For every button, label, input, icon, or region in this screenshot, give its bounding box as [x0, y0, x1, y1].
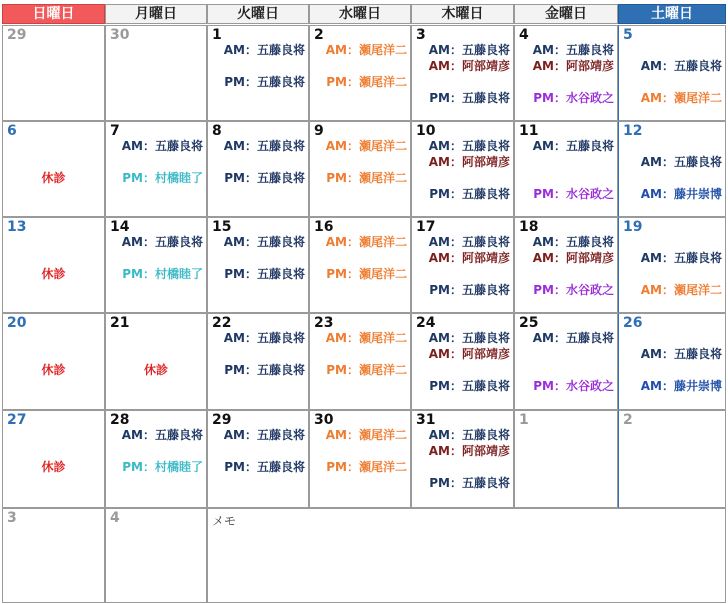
- doctor-schedule-entry: AM：瀬尾洋二: [325, 235, 407, 249]
- day-cell[interactable]: [411, 121, 514, 217]
- doctor-schedule-entry: PM：五藤良将: [429, 91, 510, 105]
- doctor-schedule-entry: AM：五藤良将: [223, 331, 305, 345]
- doctor-schedule-entry: AM：阿部靖彦: [428, 444, 510, 458]
- header-5: 金曜日: [514, 4, 618, 24]
- doctor-schedule-entry: AM：五藤良将: [121, 139, 203, 153]
- day-cell[interactable]: [411, 410, 514, 508]
- day-cell[interactable]: [207, 410, 309, 508]
- day-cell[interactable]: [618, 313, 726, 410]
- day-number: 4: [110, 510, 120, 526]
- doctor-schedule-entry: AM：藤井崇博: [640, 187, 722, 201]
- day-cell[interactable]: [618, 121, 726, 217]
- day-number: 1: [212, 27, 222, 43]
- day-number: 29: [212, 412, 232, 428]
- day-cell[interactable]: [514, 217, 618, 313]
- day-cell[interactable]: [309, 217, 411, 313]
- doctor-schedule-entry: AM：五藤良将: [640, 155, 722, 169]
- doctor-schedule-entry: PM：瀬尾洋二: [326, 171, 407, 185]
- doctor-schedule-entry: PM：五藤良将: [224, 363, 305, 377]
- doctor-schedule-entry: PM：村橋睦了: [122, 171, 203, 185]
- doctor-schedule-entry: AM：阿部靖彦: [428, 155, 510, 169]
- doctor-schedule-entry: PM：水谷政之: [533, 91, 614, 105]
- doctor-schedule-entry: AM：五藤良将: [428, 235, 510, 249]
- header-1: 月曜日: [105, 4, 207, 24]
- memo-area[interactable]: [207, 508, 726, 603]
- day-cell[interactable]: [2, 508, 105, 603]
- day-number: 2: [623, 412, 633, 428]
- day-cell[interactable]: [207, 121, 309, 217]
- doctor-schedule-entry: PM：五藤良将: [429, 283, 510, 297]
- day-cell[interactable]: [618, 25, 726, 121]
- day-number: 16: [314, 219, 334, 235]
- day-cell[interactable]: [105, 25, 207, 121]
- day-cell[interactable]: [309, 25, 411, 121]
- day-number: 11: [519, 123, 539, 139]
- day-number: 12: [623, 123, 643, 139]
- doctor-schedule-entry: PM：瀬尾洋二: [326, 267, 407, 281]
- doctor-schedule-entry: AM：五藤良将: [223, 139, 305, 153]
- day-cell[interactable]: [105, 121, 207, 217]
- day-number: 30: [314, 412, 334, 428]
- day-cell[interactable]: [411, 313, 514, 410]
- doctor-schedule-entry: PM：五藤良将: [429, 187, 510, 201]
- header-6: 土曜日: [618, 4, 726, 24]
- day-number: 3: [7, 510, 17, 526]
- day-number: 5: [623, 27, 633, 43]
- doctor-schedule-entry: PM：瀬尾洋二: [326, 363, 407, 377]
- day-number: 31: [416, 412, 436, 428]
- day-number: 15: [212, 219, 232, 235]
- day-cell[interactable]: [2, 121, 105, 217]
- day-cell[interactable]: [618, 410, 726, 508]
- day-number: 14: [110, 219, 130, 235]
- doctor-schedule-entry: AM：五藤良将: [532, 235, 614, 249]
- day-number: 6: [7, 123, 17, 139]
- doctor-schedule-entry: PM：水谷政之: [533, 379, 614, 393]
- doctor-schedule-entry: PM：水谷政之: [533, 187, 614, 201]
- day-cell[interactable]: [2, 25, 105, 121]
- doctor-schedule-entry: AM：藤井崇博: [640, 379, 722, 393]
- header-3: 水曜日: [309, 4, 411, 24]
- doctor-schedule-entry: AM：五藤良将: [532, 139, 614, 153]
- doctor-schedule-entry: AM：五藤良将: [428, 43, 510, 57]
- doctor-schedule-entry: AM：瀬尾洋二: [640, 283, 722, 297]
- doctor-schedule-entry: AM：五藤良将: [640, 251, 722, 265]
- doctor-schedule-entry: PM：五藤良将: [224, 460, 305, 474]
- day-number: 7: [110, 123, 120, 139]
- day-cell[interactable]: [105, 313, 207, 410]
- day-number: 26: [623, 315, 643, 331]
- doctor-schedule-entry: AM：瀬尾洋二: [640, 91, 722, 105]
- doctor-schedule-entry: 休診: [41, 171, 66, 185]
- day-cell[interactable]: [309, 121, 411, 217]
- day-number: 21: [110, 315, 130, 331]
- memo-label: メモ: [212, 514, 237, 528]
- day-number: 17: [416, 219, 436, 235]
- day-cell[interactable]: [514, 121, 618, 217]
- doctor-schedule-entry: PM：五藤良将: [429, 476, 510, 490]
- day-number: 29: [7, 27, 27, 43]
- header-0: 日曜日: [2, 4, 105, 24]
- day-cell[interactable]: [207, 217, 309, 313]
- day-number: 1: [519, 412, 529, 428]
- doctor-schedule-entry: AM：五藤良将: [121, 235, 203, 249]
- doctor-schedule-entry: AM：五藤良将: [532, 331, 614, 345]
- doctor-schedule-entry: PM：瀬尾洋二: [326, 460, 407, 474]
- doctor-schedule-entry: AM：五藤良将: [640, 347, 722, 361]
- day-number: 20: [7, 315, 27, 331]
- doctor-schedule-entry: PM：瀬尾洋二: [326, 75, 407, 89]
- doctor-schedule-entry: AM：瀬尾洋二: [325, 139, 407, 153]
- day-number: 18: [519, 219, 539, 235]
- day-number: 13: [7, 219, 27, 235]
- doctor-schedule-entry: PM：村橋睦了: [122, 460, 203, 474]
- day-number: 8: [212, 123, 222, 139]
- day-number: 25: [519, 315, 539, 331]
- doctor-schedule-entry: AM：瀬尾洋二: [325, 428, 407, 442]
- day-number: 23: [314, 315, 334, 331]
- day-number: 22: [212, 315, 232, 331]
- day-number: 30: [110, 27, 130, 43]
- doctor-schedule-entry: AM：瀬尾洋二: [325, 43, 407, 57]
- doctor-schedule-entry: AM：五藤良将: [121, 428, 203, 442]
- doctor-schedule-entry: AM：五藤良将: [428, 139, 510, 153]
- day-number: 4: [519, 27, 529, 43]
- day-cell[interactable]: [514, 313, 618, 410]
- day-number: 3: [416, 27, 426, 43]
- doctor-schedule-entry: AM：阿部靖彦: [428, 347, 510, 361]
- doctor-schedule-entry: AM：阿部靖彦: [428, 59, 510, 73]
- day-cell[interactable]: [105, 410, 207, 508]
- header-4: 木曜日: [411, 4, 514, 24]
- day-cell[interactable]: [514, 410, 618, 508]
- doctor-schedule-entry: PM：村橋睦了: [122, 267, 203, 281]
- doctor-schedule-entry: AM：阿部靖彦: [532, 59, 614, 73]
- day-number: 10: [416, 123, 436, 139]
- day-cell[interactable]: [411, 25, 514, 121]
- day-number: 9: [314, 123, 324, 139]
- day-cell[interactable]: [207, 313, 309, 410]
- doctor-schedule-entry: AM：五藤良将: [223, 428, 305, 442]
- day-cell[interactable]: [2, 313, 105, 410]
- doctor-schedule-entry: AM：阿部靖彦: [428, 251, 510, 265]
- doctor-schedule-entry: AM：瀬尾洋二: [325, 331, 407, 345]
- day-cell[interactable]: [2, 217, 105, 313]
- day-number: 24: [416, 315, 436, 331]
- day-number: 2: [314, 27, 324, 43]
- day-cell[interactable]: [105, 508, 207, 603]
- day-cell[interactable]: [309, 313, 411, 410]
- doctor-schedule-entry: PM：五藤良将: [429, 379, 510, 393]
- day-cell[interactable]: [411, 217, 514, 313]
- doctor-schedule-entry: AM：五藤良将: [428, 331, 510, 345]
- doctor-schedule-entry: 休診: [41, 363, 66, 377]
- doctor-schedule-entry: 休診: [41, 460, 66, 474]
- doctor-schedule-entry: PM：五藤良将: [224, 75, 305, 89]
- doctor-schedule-entry: PM：水谷政之: [533, 283, 614, 297]
- day-number: 28: [110, 412, 130, 428]
- day-number: 19: [623, 219, 643, 235]
- doctor-schedule-entry: 休診: [143, 363, 168, 377]
- doctor-schedule-entry: 休診: [41, 267, 66, 281]
- doctor-schedule-entry: PM：五藤良将: [224, 171, 305, 185]
- doctor-schedule-entry: PM：五藤良将: [224, 267, 305, 281]
- day-cell[interactable]: [2, 410, 105, 508]
- day-cell[interactable]: [105, 217, 207, 313]
- doctor-schedule-entry: AM：五藤良将: [223, 235, 305, 249]
- day-cell[interactable]: [514, 25, 618, 121]
- day-cell[interactable]: [309, 410, 411, 508]
- doctor-schedule-entry: AM：五藤良将: [223, 43, 305, 57]
- doctor-schedule-entry: AM：五藤良将: [428, 428, 510, 442]
- day-cell[interactable]: [618, 217, 726, 313]
- day-cell[interactable]: [207, 25, 309, 121]
- doctor-schedule-entry: AM：阿部靖彦: [532, 251, 614, 265]
- doctor-schedule-entry: AM：五藤良将: [640, 59, 722, 73]
- doctor-schedule-entry: AM：五藤良将: [532, 43, 614, 57]
- day-number: 27: [7, 412, 27, 428]
- header-2: 火曜日: [207, 4, 309, 24]
